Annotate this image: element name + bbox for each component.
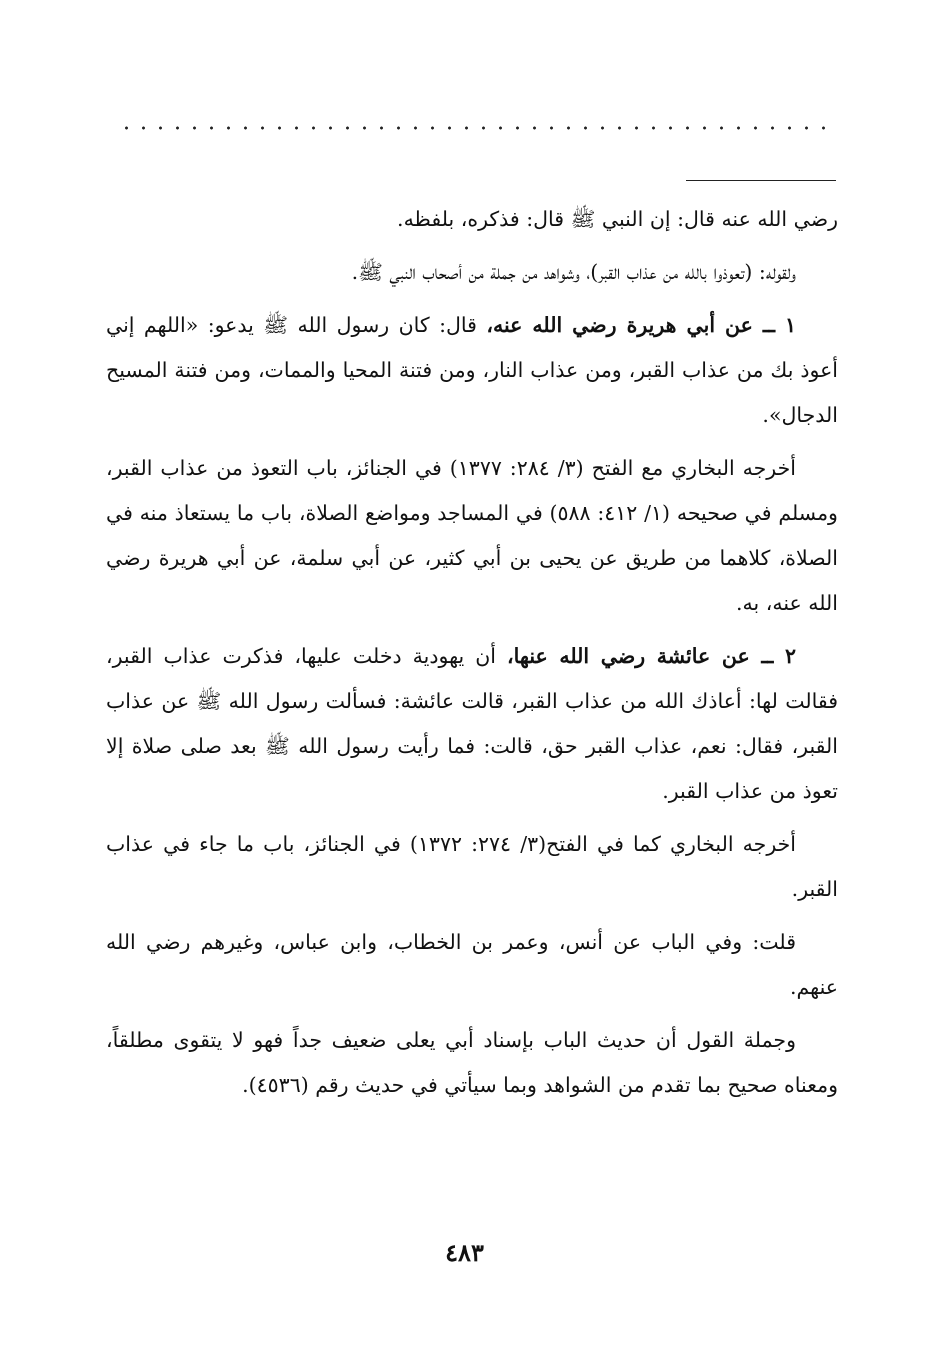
hadith-2-text: أن يهودية دخلت عليها، فذكرت عذاب القبر، فقالت لها: أعاذك الله من عذاب القبر، قالت عائشة: فسألت رسول الله ﷺ عن عذاب القبر، فقال: نعم، عذاب القبر حق، قالت: فما رأيت رسول الله ﷺ بعد صلى صلاة إلا تعوذ من عذاب القبر. [106, 644, 838, 803]
dotted-separator [118, 126, 836, 130]
hadith-2 [106, 634, 838, 814]
takhrij-1: أخرجه البخاري مع الفتح (٣/ ٢٨٤: ١٣٧٧) في الجنائز، باب التعوذ من عذاب القبر، ومسلم في صحيحه (١/ ٤١٢: ٥٨٨) في المساجد ومواضع الصلاة، باب ما يستعاذ منه في الصلاة، كلاهما من طريق عن يحيى بن أبي كثير، عن أبي سلمة، عن أبي هريرة رضي الله عنه، به. [106, 456, 838, 615]
hadith-2-lead: ٢ ــ عن عائشة رضي الله عنها، [507, 644, 796, 668]
body-text [106, 197, 838, 1116]
conclusion-paragraph: وجملة القول أن حديث الباب بإسناد أبي يعلى ضعيف جداً فهو لا يتقوى مطلقاً، ومعناه صحيح بما تقدم من الشواهد وبما سيأتي في حديث رقم (٤٥٣٦). [106, 1028, 838, 1097]
footnote-rule [686, 180, 836, 181]
takhrij-2: أخرجه البخاري كما في الفتح(٣/ ٢٧٤: ١٣٧٢) في الجنائز، باب ما جاء في عذاب القبر. [106, 832, 838, 901]
paragraph-witnesses: ولقوله: (تعوذوا بالله من عذاب القبر)، وشواهد من جملة من أصحاب النبي ﷺ. [351, 260, 796, 284]
hadith-1 [106, 303, 838, 438]
hadith-1-lead: ١ ــ عن أبي هريرة رضي الله عنه، [486, 313, 797, 337]
note-paragraph: قلت: وفي الباب عن أنس، وعمر بن الخطاب، وابن عباس، وغيرهم رضي الله عنهم. [106, 930, 838, 999]
page-number: ٤٨٣ [445, 1238, 484, 1267]
hadith-1-text: قال: كان رسول الله ﷺ يدعو: «اللهم إني أعوذ بك من عذاب القبر، ومن عذاب النار، ومن فتنة المحيا والممات، ومن فتنة المسيح الدجال». [106, 313, 838, 427]
paragraph-continuation: رضي الله عنه قال: إن النبي ﷺ قال: فذكره، بلفظه. [397, 207, 838, 231]
